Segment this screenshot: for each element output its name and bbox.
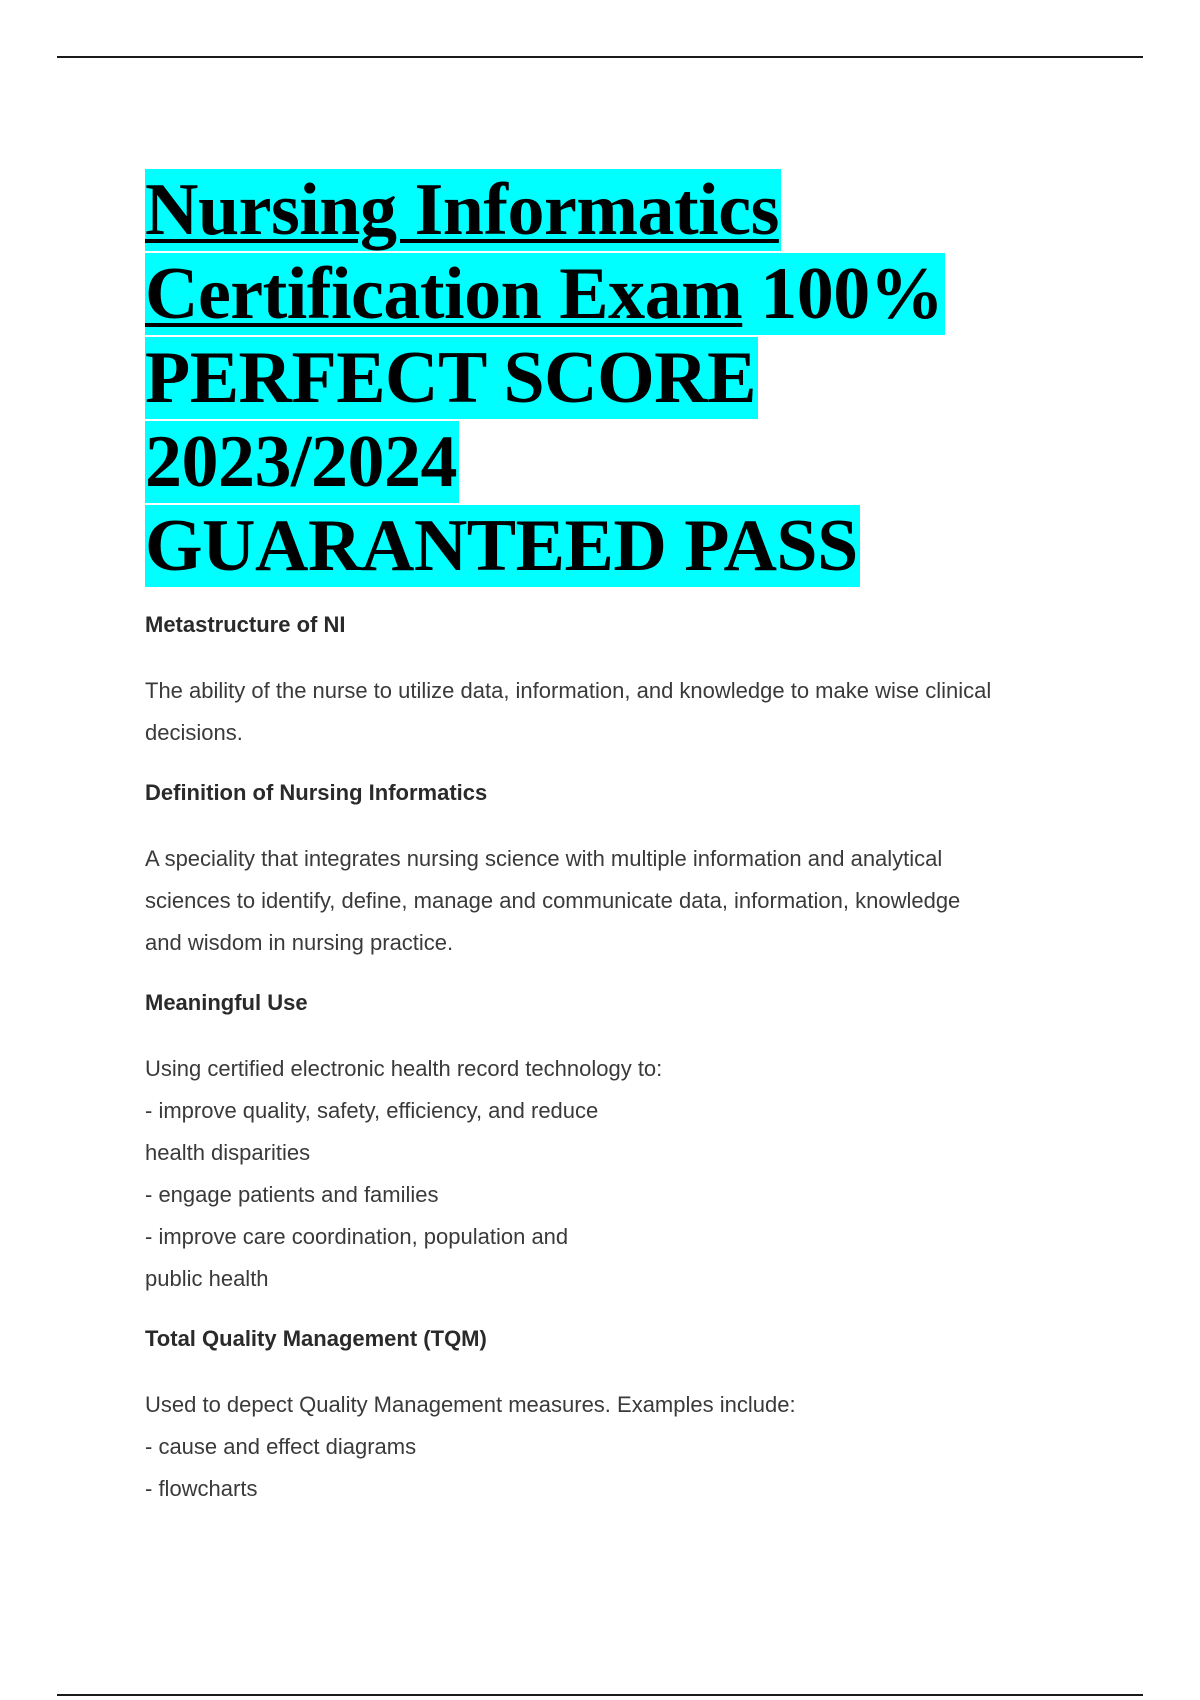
title-part-5: GUARANTEED PASS [145, 505, 858, 587]
definition-line: - engage patients and families [145, 1182, 439, 1207]
definition-line: - improve quality, safety, efficiency, and reduce [145, 1098, 599, 1123]
definition-line: - flowcharts [145, 1476, 258, 1501]
definition-line: health disparities [145, 1140, 311, 1165]
term-definition [145, 670, 1085, 754]
term-definition [145, 1048, 1085, 1300]
definition-line: - cause and effect diagrams [145, 1434, 417, 1459]
definition-line: decisions. [145, 720, 243, 745]
definition-line: public health [145, 1266, 269, 1291]
term-heading: Meaningful Use [145, 990, 308, 1015]
title-highlight [145, 169, 945, 587]
title-part-3: 100% [742, 253, 944, 335]
term-heading: Definition of Nursing Informatics [145, 780, 488, 805]
definition-line: - improve care coordination, population and [145, 1224, 569, 1249]
term-heading: Total Quality Management (TQM) [145, 1326, 487, 1351]
definition-line: Used to depect Quality Management measures. Examples include: [145, 1392, 796, 1417]
title-part-4: PERFECT SCORE 2023/2024 [145, 337, 756, 503]
definition-line: Using certified electronic health record technology to: [145, 1056, 663, 1081]
definition-line: The ability of the nurse to utilize data, information, and knowledge to make wise clinical [145, 678, 992, 703]
document-body [145, 168, 1085, 1510]
term-heading: Metastructure of NI [145, 612, 346, 637]
title-part-1: Nursing Informatics [145, 169, 779, 251]
document-title [145, 168, 1085, 588]
bottom-rule [57, 1694, 1143, 1696]
term-definition [145, 838, 1085, 964]
definition-line: sciences to identify, define, manage and communicate data, information, knowledge [145, 888, 961, 913]
definition-line: and wisdom in nursing practice. [145, 930, 454, 955]
top-rule [57, 56, 1143, 58]
title-part-2: Certification Exam [145, 253, 743, 335]
definition-line: A speciality that integrates nursing science with multiple information and analytical [145, 846, 943, 871]
term-definition [145, 1384, 1085, 1510]
